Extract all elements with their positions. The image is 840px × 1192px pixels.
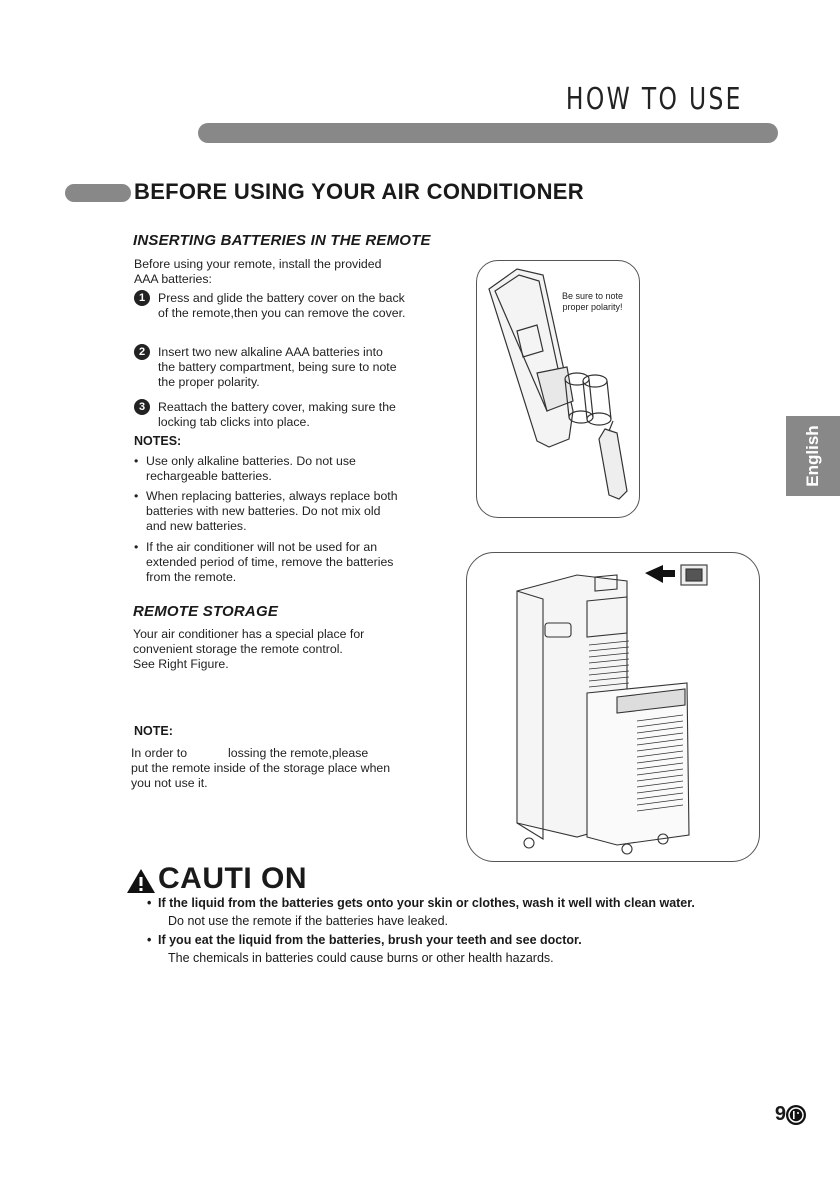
caution-list — [147, 896, 695, 966]
arrow-icon — [645, 565, 675, 583]
batteries-intro — [134, 257, 381, 287]
storage-note-line: put the remote inside of the storage place when — [131, 761, 391, 775]
step-number-1: 1 — [134, 290, 150, 306]
step-line: the battery compartment, being sure to note — [158, 360, 397, 374]
step-line: Reattach the battery cover, making sure the — [158, 400, 396, 414]
note-line: extended period of time, remove the batteries — [146, 555, 394, 569]
step-3-text — [158, 400, 396, 430]
step-1-text — [158, 291, 405, 321]
note-item — [146, 540, 393, 585]
intro-line: AAA batteries: — [134, 272, 212, 286]
step-line: Insert two new alkaline AAA batteries into — [158, 345, 383, 359]
language-tab-label: English — [803, 425, 822, 487]
storage-line: convenient storage the remote control. — [133, 642, 343, 656]
note-item — [146, 489, 398, 534]
note-line: batteries with new batteries. Do not mix old — [146, 504, 381, 518]
step-line: locking tab clicks into place. — [158, 415, 310, 429]
caution-bold-text: If you eat the liquid from the batteries, brush your teeth and see doctor. — [158, 933, 582, 947]
intro-line: Before using your remote, install the provided — [134, 257, 382, 271]
caution-normal-text: Do not use the remote if the batteries have leaked. — [168, 914, 449, 928]
storage-line: Your air conditioner has a special place for — [133, 627, 365, 641]
page-number: 9 — [774, 1103, 786, 1125]
step-number-3: 3 — [134, 399, 150, 415]
step-line: the proper polarity. — [158, 375, 260, 389]
storage-line: See Right Figure. — [133, 657, 229, 671]
caution-normal-text: The chemicals in batteries could cause burns or other health hazards. — [168, 951, 554, 965]
storage-heading: REMOTE STORAGE — [133, 603, 279, 620]
storage-figure — [466, 552, 760, 862]
note-line: • If the air conditioner will not be used for an — [146, 540, 393, 555]
storage-note-text — [131, 746, 390, 791]
caution-title: CAUTI ON — [158, 862, 307, 895]
section-pill — [65, 184, 131, 202]
polarity-note — [562, 291, 623, 313]
step-2-text — [158, 345, 397, 390]
header-bar — [198, 123, 778, 143]
note-line: • Use only alkaline batteries. Do not use — [146, 454, 356, 469]
step-line: of the remote,then you can remove the cover. — [158, 306, 406, 320]
step-number-2: 2 — [134, 344, 150, 360]
page-header-title: HOW TO USE — [566, 82, 743, 117]
lg-logo-icon — [786, 1105, 806, 1125]
section-title: BEFORE USING YOUR AIR CONDITIONER — [134, 179, 584, 204]
storage-text — [133, 627, 364, 672]
storage-note-line: you not use it. — [131, 776, 208, 790]
note-line: and new batteries. — [146, 519, 247, 533]
note-line: from the remote. — [146, 570, 237, 584]
air-conditioner-illustration — [467, 553, 759, 861]
note-line: • When replacing batteries, always replace both — [146, 489, 398, 504]
note-item — [146, 454, 356, 484]
caution-item: • If the liquid from the batteries gets onto your skin or clothes, wash it well with clean water. — [147, 896, 695, 910]
caution-item: • If you eat the liquid from the batteries, brush your teeth and see doctor. — [147, 933, 582, 947]
language-tab — [786, 416, 840, 496]
step-line: Press and glide the battery cover on the back — [158, 291, 405, 305]
notes-heading: NOTES: — [134, 434, 182, 448]
polarity-note-line: proper polarity! — [562, 302, 623, 312]
caution-bold-text: If the liquid from the batteries gets onto your skin or clothes, wash it well with clean water. — [158, 896, 695, 910]
warning-icon — [126, 868, 156, 899]
note-heading: NOTE: — [134, 724, 173, 738]
polarity-note-line: Be sure to note — [562, 291, 624, 301]
note-line: rechargeable batteries. — [146, 469, 272, 483]
batteries-heading: INSERTING BATTERIES IN THE REMOTE — [133, 232, 431, 249]
storage-note-line: In order to lossing the remote,please — [131, 746, 369, 760]
